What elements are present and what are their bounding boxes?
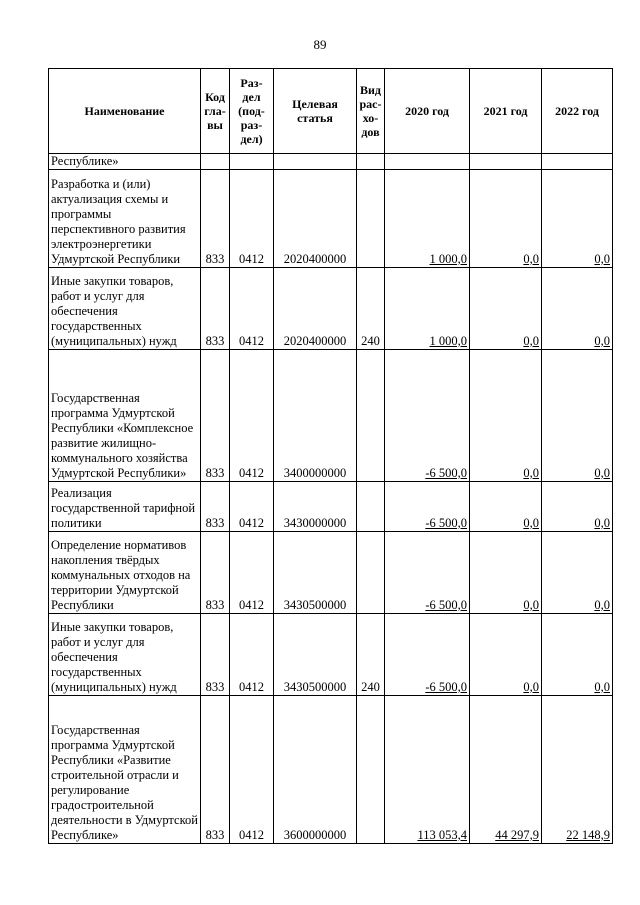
row-2022: 0,0 (542, 350, 613, 482)
row-name: Иные закупки товаров, работ и услуг для обеспечения государственных (муниципальных) нужд (49, 268, 201, 350)
row-2022: 0,0 (542, 532, 613, 614)
table-row (49, 154, 613, 170)
row-2022: 0,0 (542, 482, 613, 532)
row-vid (357, 154, 385, 170)
row-statya: 3400000000 (274, 350, 357, 482)
row-name: Иные закупки товаров, работ и услуг для обеспечения государственных (муниципальных) нужд (49, 614, 201, 696)
row-2020: -6 500,0 (385, 532, 470, 614)
row-name: Государственная программа Удмуртской Республики «Комплексное развитие жилищно-коммунального хозяйства Удмуртской Республики» (49, 350, 201, 482)
table-row (49, 170, 613, 268)
row-kod (201, 154, 230, 170)
header-razdel: Раз- дел (под- раз- дел) (230, 69, 274, 154)
row-razdel: 0412 (230, 532, 274, 614)
row-statya: 2020400000 (274, 268, 357, 350)
row-vid (357, 170, 385, 268)
table-row (49, 268, 613, 350)
row-2022: 0,0 (542, 614, 613, 696)
row-2021 (470, 154, 542, 170)
row-statya: 3430500000 (274, 614, 357, 696)
row-vid (357, 482, 385, 532)
table-row (49, 696, 613, 844)
row-statya: 3430000000 (274, 482, 357, 532)
row-razdel: 0412 (230, 614, 274, 696)
row-2022 (542, 154, 613, 170)
row-vid: 240 (357, 268, 385, 350)
row-2021: 0,0 (470, 268, 542, 350)
row-statya (274, 154, 357, 170)
row-kod: 833 (201, 532, 230, 614)
row-kod: 833 (201, 268, 230, 350)
budget-table (48, 68, 613, 844)
row-name: Реализация государственной тарифной политики (49, 482, 201, 532)
row-razdel: 0412 (230, 170, 274, 268)
row-name: Разработка и (или) актуализация схемы и программы перспективного развития электроэнергетики Удмуртской Республики (49, 170, 201, 268)
row-vid (357, 350, 385, 482)
row-2020: 113 053,4 (385, 696, 470, 844)
row-2020: -6 500,0 (385, 482, 470, 532)
header-vid: Вид рас- хо- дов (357, 69, 385, 154)
header-name: Наименование (49, 69, 201, 154)
row-kod: 833 (201, 482, 230, 532)
row-kod: 833 (201, 350, 230, 482)
row-2021: 44 297,9 (470, 696, 542, 844)
row-razdel: 0412 (230, 350, 274, 482)
table-row (49, 614, 613, 696)
row-2021: 0,0 (470, 482, 542, 532)
row-razdel: 0412 (230, 268, 274, 350)
row-name: Определение нормативов накопления твёрдых коммунальных отходов на территории Удмуртской Республики (49, 532, 201, 614)
row-2022: 22 148,9 (542, 696, 613, 844)
row-name: Республике» (49, 154, 201, 170)
row-vid (357, 696, 385, 844)
row-statya: 3600000000 (274, 696, 357, 844)
table-row (49, 482, 613, 532)
row-razdel: 0412 (230, 482, 274, 532)
row-2020: 1 000,0 (385, 268, 470, 350)
header-kod: Код гла- вы (201, 69, 230, 154)
row-2021: 0,0 (470, 614, 542, 696)
header-2020: 2020 год (385, 69, 470, 154)
row-2022: 0,0 (542, 268, 613, 350)
row-name: Государственная программа Удмуртской Республики «Развитие строительной отрасли и регулирование градостроительной деятельности в Удмуртской Республике» (49, 696, 201, 844)
row-kod: 833 (201, 170, 230, 268)
row-vid (357, 532, 385, 614)
row-2020 (385, 154, 470, 170)
row-2020: 1 000,0 (385, 170, 470, 268)
row-2021: 0,0 (470, 170, 542, 268)
row-2021: 0,0 (470, 350, 542, 482)
row-kod: 833 (201, 614, 230, 696)
header-2021: 2021 год (470, 69, 542, 154)
header-2022: 2022 год (542, 69, 613, 154)
row-razdel (230, 154, 274, 170)
row-2021: 0,0 (470, 532, 542, 614)
table-row (49, 350, 613, 482)
row-2020: -6 500,0 (385, 350, 470, 482)
page-number: 89 (313, 37, 327, 52)
row-vid: 240 (357, 614, 385, 696)
header-statya: Целевая статья (274, 69, 357, 154)
row-kod: 833 (201, 696, 230, 844)
row-statya: 2020400000 (274, 170, 357, 268)
row-razdel: 0412 (230, 696, 274, 844)
row-2020: -6 500,0 (385, 614, 470, 696)
table-row (49, 532, 613, 614)
row-statya: 3430500000 (274, 532, 357, 614)
table-header-row (49, 69, 613, 154)
row-2022: 0,0 (542, 170, 613, 268)
